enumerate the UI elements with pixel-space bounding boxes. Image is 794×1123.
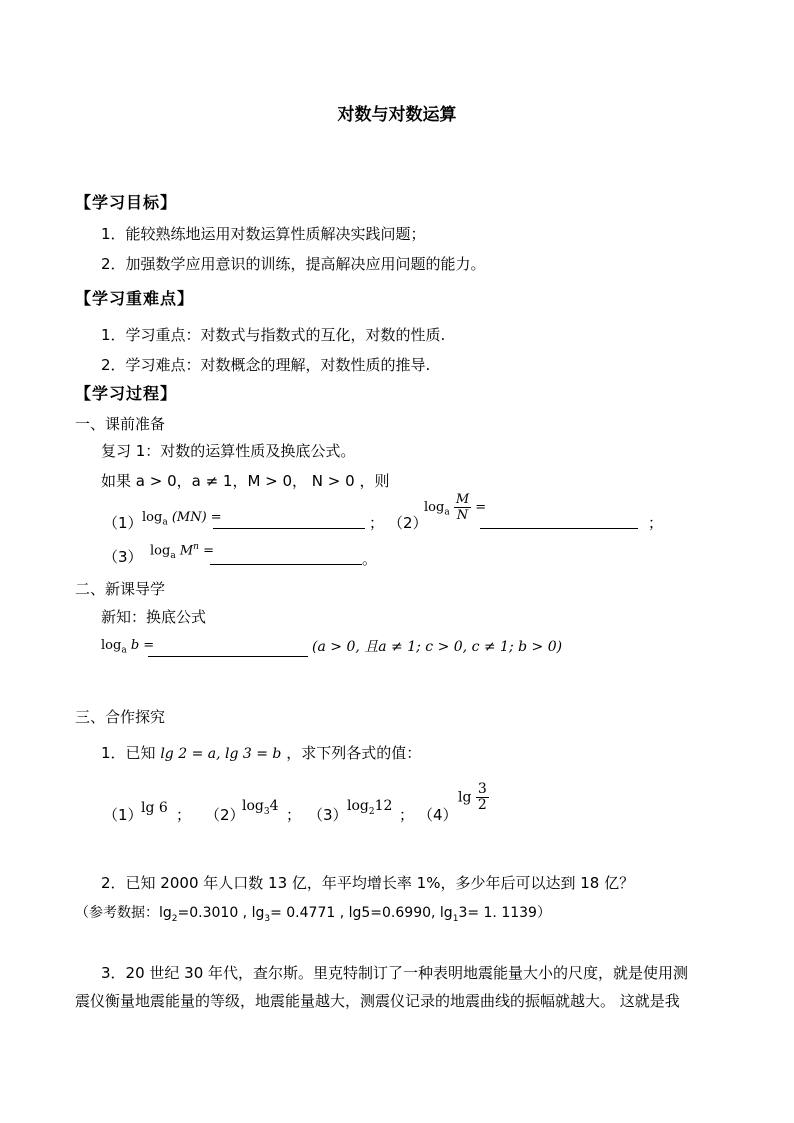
formula-1-lhs: $\log_a (MN)$ =	[142, 510, 222, 528]
q1-part-2-label: （2）	[205, 806, 245, 824]
formula-3-end: 。	[362, 550, 378, 568]
new-knowledge: 新知：换底公式	[101, 608, 207, 626]
question-3-line-2: 震仪衡量地震能量的等级，地震能量越大，测震仪记录的地震曲线的振幅就越大。 这就是我	[75, 992, 680, 1010]
key-point-item-1: 1．学习重点：对数式与指数式的互化，对数的性质.	[101, 326, 446, 344]
page-title: 对数与对数运算	[337, 105, 457, 125]
change-of-base-lhs: $\log_a b$ =	[101, 638, 155, 656]
q1-part-3-label: （3）	[308, 806, 348, 824]
formula-1-blank[interactable]	[213, 514, 365, 529]
formula-3-lhs: $\log_a M^n$ =	[150, 542, 214, 561]
change-of-base-blank[interactable]	[148, 642, 308, 657]
formula-2-blank[interactable]	[480, 514, 638, 529]
question-2: 2．已知 2000 年人口数 13 亿，年平均增长率 1%，多少年后可以达到 18 亿？	[101, 874, 635, 892]
q1-sep-2: ；	[286, 806, 302, 824]
q1-part-1-label: （1）	[103, 806, 143, 824]
review-1: 复习 1：对数的运算性质及换底公式。	[101, 442, 356, 460]
q1-sep-3: ；	[399, 806, 415, 824]
change-of-base-conditions: (a > 0, 且a ≠ 1; c > 0, c ≠ 1; b > 0)	[312, 639, 563, 655]
key-points-heading: 【学习重难点】	[75, 289, 195, 308]
section2-heading: 二、新课导学	[75, 580, 166, 598]
goal-item-1: 1．能较熟练地运用对数运算性质解决实践问题；	[101, 225, 426, 243]
formula-3-blank[interactable]	[210, 550, 362, 565]
formula-2-label: （2）	[388, 514, 428, 532]
process-heading: 【学习过程】	[75, 384, 178, 403]
q1-part-4-label: （4）	[418, 806, 458, 824]
section3-heading: 三、合作探究	[75, 708, 166, 726]
formula-sep: ；	[369, 514, 385, 532]
formula-1-label: （1）	[103, 514, 143, 532]
formula-2-lhs: $\log_a$ $\frac{M}{N}$ =	[424, 492, 487, 523]
q1-sep-1: ；	[176, 806, 192, 824]
key-point-item-2: 2．学习难点：对数概念的理解，对数性质的推导.	[101, 356, 431, 374]
question-2-reference: （参考数据：$\lg_2=0.3010$ , $\lg_3= 0.4771$ , lg5=0.6990, $\lg_13= 1$. 1139）	[75, 905, 551, 924]
q1-part-4-expr: lg $\frac{3}{2}$	[458, 781, 487, 813]
q1-part-2-expr: $\log_34$	[242, 798, 279, 817]
goal-item-2: 2．加强数学应用意识的训练，提高解决应用问题的能力。	[101, 255, 486, 273]
section1-heading: 一、课前准备	[75, 415, 166, 433]
question-1: 1．已知 lg 2 = a, lg 3 = b ，求下列各式的值：	[101, 744, 422, 762]
goals-heading: 【学习目标】	[75, 193, 178, 212]
q1-part-3-expr: $\log_212$	[347, 798, 393, 817]
formula-2-end: ；	[648, 514, 664, 532]
question-3-line-1: 3．20 世纪 30 年代，查尔斯。里克特制订了一种表明地震能量大小的尺度，就是使用测	[101, 964, 689, 982]
condition-line: 如果 a > 0，a ≠ 1，M > 0， N > 0 ，则	[101, 472, 390, 490]
formula-3-label: （3）	[103, 548, 143, 566]
q1-part-1-expr: lg 6	[141, 800, 168, 816]
